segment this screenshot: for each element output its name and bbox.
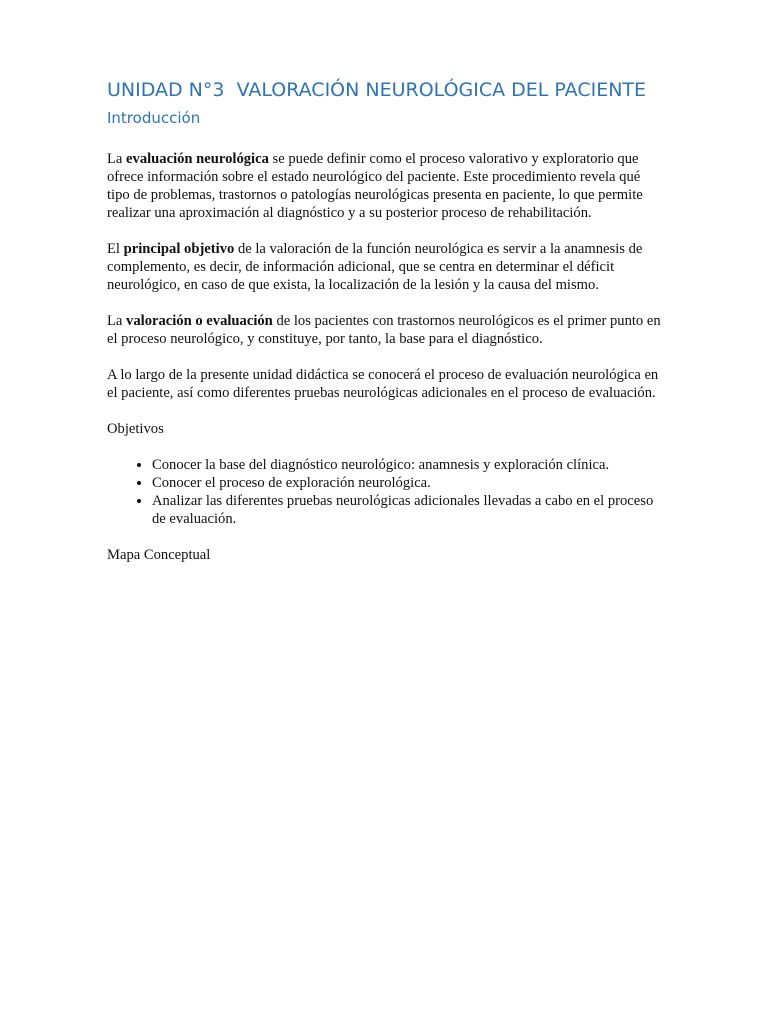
- bold-term: evaluación neurológica: [126, 151, 269, 167]
- objectives-list: [107, 456, 663, 528]
- paragraph-text: se puede definir como el proceso valorativo y exploratorio que ofrece información sobre el estado neurológico del paciente. Este procedimiento revela qué tipo de problemas, trastornos o patologías neurológicas presenta en paciente, lo que permite realizar una aproximación al diagnóstico y a su posterior proceso de rehabilitación.: [107, 151, 643, 221]
- paragraph-text: La: [107, 313, 127, 329]
- bold-term: principal objetivo: [123, 241, 235, 257]
- intro-paragraph-2: [107, 240, 663, 294]
- intro-paragraph-1: [107, 150, 663, 222]
- objective-item: • Conocer el proceso de exploración neurológica.: [152, 474, 663, 492]
- intro-paragraph-3: [107, 312, 663, 348]
- objective-item: • Conocer la base del diagnóstico neurológico: anamnesis y exploración clínica.: [152, 456, 663, 474]
- paragraph-text: La: [107, 151, 127, 167]
- intro-paragraph-4: A lo largo de la presente unidad didáctica se conocerá el proceso de evaluación neurológica en el paciente, así como diferentes pruebas neurológicas adicionales en el proceso de evaluación.: [107, 367, 659, 401]
- paragraph-text: El: [107, 241, 124, 257]
- bold-term: valoración o evaluación: [126, 313, 273, 329]
- page-title: UNIDAD N°3 VALORACIÓN NEUROLÓGICA DEL PACIENTE: [107, 79, 647, 101]
- section-subtitle: Introducción: [107, 109, 201, 127]
- concept-map-heading: Mapa Conceptual: [107, 547, 211, 563]
- document-page: [107, 78, 663, 582]
- objectives-heading: Objetivos: [107, 421, 164, 437]
- paragraph-text: de la valoración de la función neurológica es servir a la anamnesis de complemento, es decir, de información adicional, que se centra en determinar el déficit neurológico, en caso de que exista, la localización de la lesión y la causa del mismo.: [107, 241, 643, 293]
- objective-item: • Analizar las diferentes pruebas neurológicas adicionales llevadas a cabo en el proceso de evaluación.: [152, 492, 663, 528]
- paragraph-text: de los pacientes con trastornos neurológicos es el primer punto en el proceso neurológico, y constituye, por tanto, la base para el diagnóstico.: [107, 313, 661, 347]
